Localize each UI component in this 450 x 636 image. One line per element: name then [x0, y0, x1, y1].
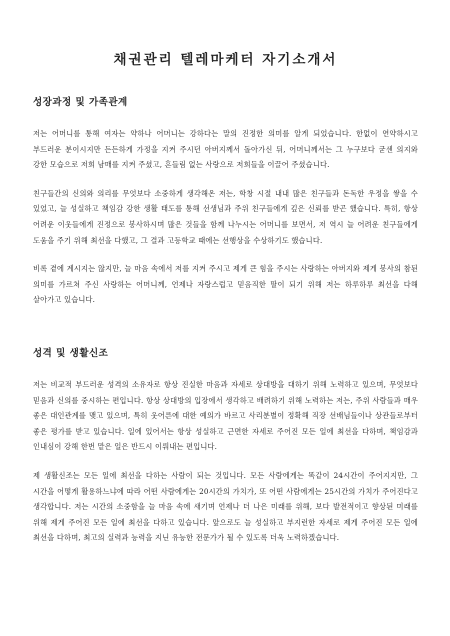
- paragraph: 비록 곁에 계시지는 않지만, 늘 마음 속에서 저를 지켜 주시고 제게 큰 힘을 주시는 사랑하는 아버지와 제게 봉사의 참된 의미를 가르쳐 주신 사랑하는 어머니께, 언제나 자랑스럽고 믿음직한 딸이 되기 위해 저는 하루하루 최선을 다해 살아가고 있습니다.: [33, 264, 418, 305]
- paragraph: 친구들간의 신의와 의리를 무엇보다 소중하게 생각해온 저는, 학창 시절 내내 많은 친구들과 돈독한 우정을 쌓을 수 있었고, 늘 성실하고 책임감 강한 생활 태도를 통해 선생님과 주위 친구들에게 깊은 신뢰를 받곤 했습니다. 특히, 항상 어려운 이웃들에게 진정으로 봉사하시며 많은 것들을 함께 나누시는 어머니를 보면서, 저 역시 늘 어려운 친구들에게 도움을 주기 위해 최선을 다했고, 그 결과 고등학교 때에는 선행상을 수상하기도 했습니다.: [33, 188, 418, 245]
- section-heading-personality: 성격 및 생활신조: [33, 347, 109, 359]
- paragraph: 저는 어머니를 통해 여자는 약하나 어머니는 강하다는 말의 진정한 의미를 알게 되었습니다. 한없이 연약하시고 부드러운 분이시지만 든든하게 가정을 지켜 주시던 아버지께서 돌아가신 뒤, 어머니께서는 그 누구보다 굳센 의지와 강한 모습으로 저희 남매를 지켜 주셨고, 흔들림 없는 사랑으로 저희들을 이끌어 주셨습니다.: [33, 129, 418, 170]
- document-title: 채권관리 텔레마케터 자기소개서: [113, 52, 338, 68]
- paragraph: 제 생활신조는 모든 일에 최선을 다하는 사람이 되는 것입니다. 모든 사람에게는 똑같이 24시간이 주어지지만, 그 시간을 어떻게 활용하느냐에 따라 어떤 사람에게는 20시간의 가치가, 또 어떤 사람에게는 25시간의 가치가 주어진다고 생각합니다. 저는 시간의 소중함을 늘 마음 속에 새기며 언제나 더 나은 미래를 위해, 보다 발전적이고 향상된 미래를 위해 제게 주어진 모든 일에 최선을 다하고 있습니다. 앞으로도 늘 성실하고 부지런한 자세로 제게 주어진 모든 일에 최선을 다하며, 최고의 실력과 능력을 지닌 유능한 전문가가 될 수 있도록 더욱 노력하겠습니다.: [33, 470, 418, 543]
- section-heading-growth: 성장과정 및 가족관계: [33, 97, 128, 108]
- paragraph: 저는 비교적 부드러운 성격의 소유자로 항상 진실한 마음과 자세로 상대방을 대하기 위해 노력하고 있으며, 무엇보다 믿음과 신의를 중시하는 편입니다. 항상 상대방의 입장에서 생각하고 배려하기 위해 노력하는 저는, 주위 사람들과 매우 좋은 대인관계를 맺고 있으며, 특히 웃어른에 대한 예의가 바르고 사리분별이 정확해 직장 선배님들이나 상관들로부터 좋은 평가를 받고 있습니다. 일에 있어서는 항상 성실하고 근면한 자세로 주어진 모든 일에 최선을 다하며, 책임감과 인내심이 강해 한번 맡은 일은 반드시 이뤄내는 편입니다.: [33, 379, 418, 452]
